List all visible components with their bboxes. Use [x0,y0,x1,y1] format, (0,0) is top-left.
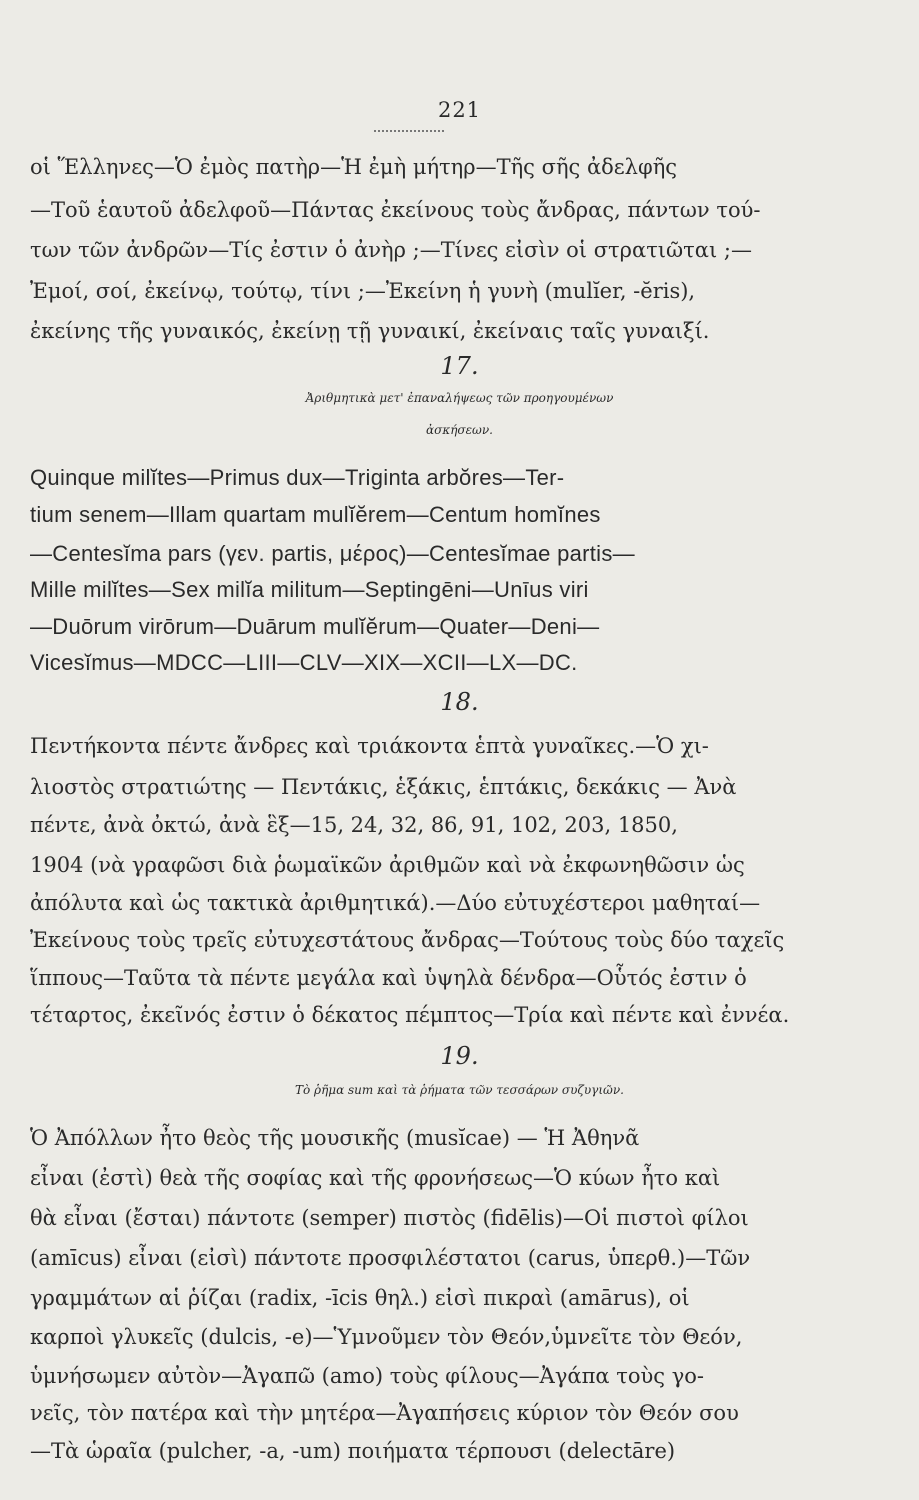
text-line: —Τοῦ ἑαυτοῦ ἀδελφοῦ—Πάντας ἐκείνους τοὺς ἄνδρας, πάντων τού- [30,198,761,222]
text-line: Ἐκείνους τοὺς τρεῖς εὐτυχεστάτους ἄνδρας—Τούτους τοὺς δύο ταχεῖς [30,928,785,952]
text-line: νεῖς, τὸν πατέρα καὶ τὴν μητέρα—Ἀγαπήσεις κύριον τὸν Θεόν σου [30,1401,739,1425]
text-line: Quinque milĭtes—Primus dux—Triginta arbŏres—Ter- [30,465,565,490]
text-line: πέντε, ἀνὰ ὀκτώ, ἀνὰ ἓξ—15, 24, 32, 86, 91, 102, 203, 1850, [30,813,678,837]
text-line: Mille milĭtes—Sex milĭa militum—Septingēni—Unīus viri [30,577,589,602]
section-subtitle-17: Ἀριθμητικὰ μετ' ἐπαναλήψεως τῶν προηγουμένων [305,391,614,405]
text-line: Πεντήκοντα πέντε ἄνδρες καὶ τριάκοντα ἑπτὰ γυναῖκες.—Ὁ χι- [30,734,709,758]
text-line: Ὁ Ἀπόλλων ἦτο θεὸς τῆς μουσικῆς (musĭcae) — Ἡ Ἀθηνᾶ [30,1126,640,1150]
text-line: ἐκείνης τῆς γυναικός, ἐκείνῃ τῇ γυναικί, ἐκείναις ταῖς γυναιξί. [30,319,710,343]
text-line: τέταρτος, ἐκεῖνός ἐστιν ὁ δέκατος πέμπτος—Τρία καὶ πέντε καὶ ἐννέα. [30,1003,790,1027]
section-subtitle-19: Τὸ ῥῆμα sum καὶ τὰ ῥήματα τῶν τεσσάρων συζυγιῶν. [295,1083,624,1097]
text-line: 1904 (νὰ γραφῶσι διὰ ῥωμαϊκῶν ἀριθμῶν καὶ νὰ ἐκφωνηθῶσιν ὡς [30,853,745,877]
section-subtitle-17-cont: ἀσκήσεων. [426,423,493,437]
text-line: γραμμάτων αἱ ῥίζαι (radix, -īcis θηλ.) εἰσὶ πικραὶ (amārus), οἱ [30,1286,690,1310]
text-line: ἵππους—Ταῦτα τὰ πέντε μεγάλα καὶ ὑψηλὰ δένδρα—Οὗτός ἐστιν ὁ [30,966,747,990]
text-line: λιοστὸς στρατιώτης — Πεντάκις, ἑξάκις, ἑπτάκις, δεκάκις — Ἀνὰ [30,775,737,799]
text-line: tium senem—Illam quartam mulĭĕrem—Centum homĭnes [30,502,601,527]
section-number-18: 18. [440,688,479,716]
section-number-17: 17. [440,352,479,380]
text-line: θὰ εἶναι (ἔσται) πάντοτε (semper) πιστὸς (fidēlis)—Οἱ πιστοὶ φίλοι [30,1206,749,1230]
text-line: (amīcus) εἶναι (εἰσὶ) πάντοτε προσφιλέστατοι (carus, ὑπερθ.)—Τῶν [30,1246,751,1270]
text-line: Vicesĭmus—MDCC—LIII—CLV—XIX—XCII—LX—DC. [30,650,578,675]
text-line: εἶναι (ἐστὶ) θεὰ τῆς σοφίας καὶ τῆς φρονήσεως—Ὁ κύων ἦτο καὶ [30,1166,721,1190]
page-number: 221 [437,98,482,122]
text-line: των τῶν ἀνδρῶν—Τίς ἐστιν ὁ ἀνὴρ ;—Τίνες εἰσὶν οἱ στρατιῶται ;— [30,238,752,262]
text-line: Ἐμοί, σοί, ἐκείνῳ, τούτῳ, τίνι ;—Ἐκείνη ἡ γυνὴ (mulĭer, -ĕris), [30,279,696,303]
page-number-rule [374,130,444,132]
text-line: —Centesĭma pars (γεν. partis, μέρος)—Centesĭmae partis— [30,541,635,566]
text-line: οἱ Ἕλληνες—Ὁ ἐμὸς πατὴρ—Ἡ ἐμὴ μήτηρ—Τῆς σῆς ἀδελφῆς [30,155,678,179]
text-line: —Τὰ ὡραῖα (pulcher, -a, -um) ποιήματα τέρπουσι (delectāre) [30,1439,676,1463]
text-line: ἀπόλυτα καὶ ὡς τακτικὰ ἀριθμητικά).—Δύο εὐτυχέστεροι μαθηταί— [30,891,761,915]
text-line: —Duōrum virōrum—Duārum mulĭĕrum—Quater—Deni— [30,614,600,639]
text-line: καρποὶ γλυκεῖς (dulcis, -e)—Ὑμνοῦμεν τὸν Θεόν,ὑμνεῖτε τὸν Θεόν, [30,1325,743,1349]
text-line: ὑμνήσωμεν αὐτὸν—Ἀγαπῶ (amo) τοὺς φίλους—Ἀγάπα τοὺς γο- [30,1364,704,1388]
section-number-19: 19. [440,1042,479,1070]
